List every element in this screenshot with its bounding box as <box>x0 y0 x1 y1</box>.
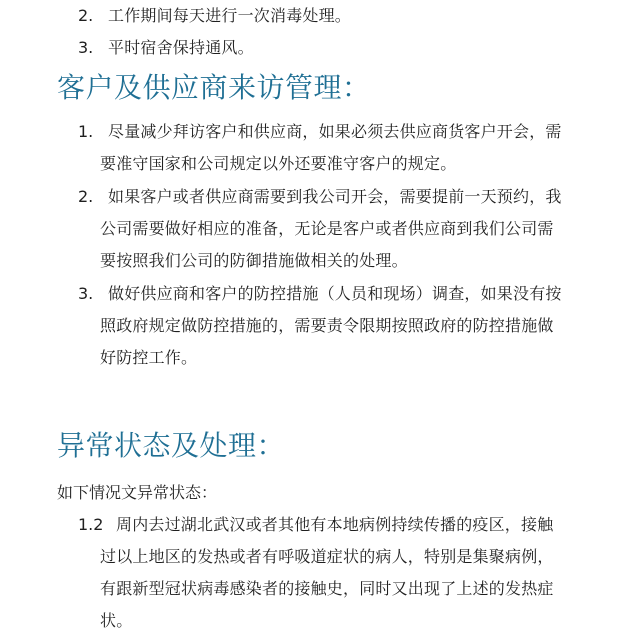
list-number: 3. <box>78 284 94 303</box>
list-item-line: 做好供应商和客户的防控措施（人员和现场）调查，如果没有按 <box>108 284 562 303</box>
section-heading-abnormal: 异常状态及处理： <box>57 429 286 462</box>
list-item <box>78 181 623 277</box>
list-item-text: 平时宿舍保持通风。 <box>108 38 254 57</box>
list-item-line: 要准守国家和公司规定以外还要准守客户的规定。 <box>100 154 457 173</box>
list-item-line: 如果客户或者供应商需要到我公司开会，需要提前一天预约，我 <box>108 187 562 206</box>
list-item-line: 好防控工作。 <box>100 348 198 367</box>
list-item-text: 工作期间每天进行一次消毒处理。 <box>108 6 352 25</box>
list-number: 3. <box>78 38 94 57</box>
list-item <box>78 0 618 32</box>
section-heading-visitors: 客户及供应商来访管理： <box>57 71 371 104</box>
list-item-line: 过以上地区的发热或者有呼吸道症状的病人，特别是集聚病例， <box>100 547 554 566</box>
list-item-line: 周内去过湖北武汉或者其他有本地病例持续传播的疫区，接触 <box>116 515 554 534</box>
list-item <box>78 509 623 637</box>
list-item-line: 要按照我们公司的防御措施做相关的处理。 <box>100 251 408 270</box>
list-item <box>78 32 618 64</box>
list-item-line: 有跟新型冠状病毒感染者的接触史，同时又出现了上述的发热症 <box>100 579 554 598</box>
list-item-line: 照政府规定做防控措施的，需要责令限期按照政府的防控措施做 <box>100 316 554 335</box>
list-number: 2. <box>78 187 94 206</box>
list-number: 1.2 <box>78 515 104 534</box>
list-number: 1. <box>78 122 94 141</box>
list-item-line: 公司需要做好相应的准备，无论是客户或者供应商到我们公司需 <box>100 219 554 238</box>
section-intro: 如下情况文异常状态： <box>57 483 218 502</box>
list-item <box>78 278 623 374</box>
list-item-line: 状。 <box>100 611 133 630</box>
list-item <box>78 116 623 180</box>
list-item-line: 尽量减少拜访客户和供应商，如果必须去供应商货客户开会，需 <box>108 122 562 141</box>
list-number: 2. <box>78 6 94 25</box>
